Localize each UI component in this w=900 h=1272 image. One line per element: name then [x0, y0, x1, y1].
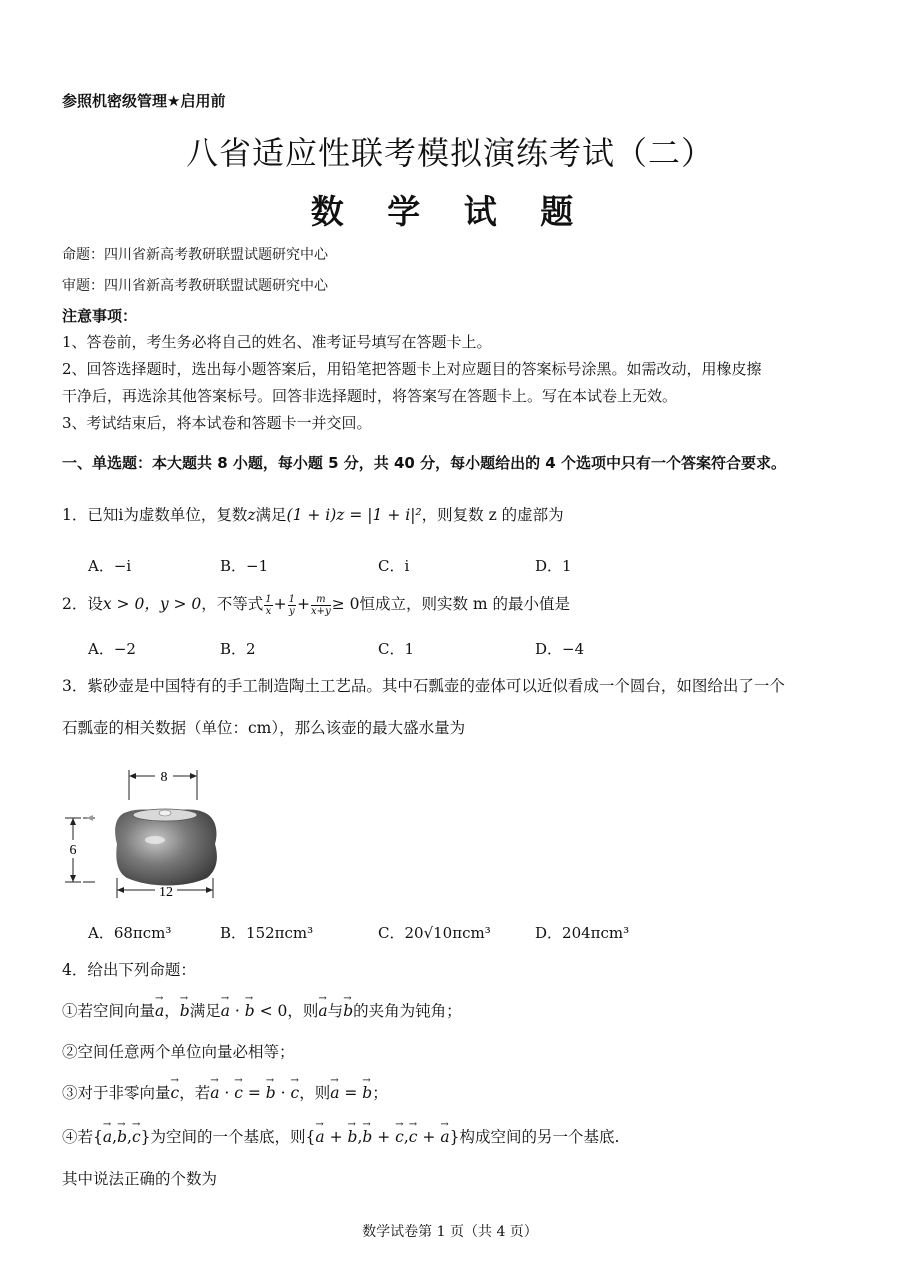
fraction: $\frac{m}{x+y}$: [311, 593, 331, 617]
teapot-figure: [55, 760, 235, 910]
notes-heading: 注意事项：: [62, 307, 138, 325]
q2-option-d: D．−4: [535, 640, 585, 658]
top-diameter-label: 8: [160, 770, 168, 785]
question-4-closing: 其中说法正确的个数为: [62, 1170, 218, 1188]
subject-title: 数 学 试 题: [310, 192, 590, 231]
q2-option-b: B．2: [220, 640, 256, 658]
q1-option-c: C．i: [378, 557, 410, 575]
q1-equation: (1 + i)z = |1 + i|²: [286, 506, 422, 524]
note-item: 2、回答选择题时，选出每小题答案后，用铅笔把答题卡上对应题目的答案标号涂黑。如需改动，用橡皮擦: [62, 360, 762, 378]
confidentiality-label: 参照机密级管理★启用前: [62, 92, 226, 110]
page-footer: 数学试卷第 1 页（共 4 页）: [362, 1224, 538, 1240]
question-3-line-2: 石瓢壶的相关数据（单位：cm），那么该壶的最大盛水量为: [62, 719, 466, 737]
question-3-line-1: 3．紫砂壶是中国特有的手工制造陶土工艺品。其中石瓢壶的壶体可以近似看成一个圆台，如图给出了一个: [62, 677, 785, 695]
q3-option-d: D．204πcm³: [535, 924, 630, 942]
height-label: 6: [69, 843, 77, 858]
exam-title: 八省适应性联考模拟演练考试（二）: [185, 134, 714, 172]
proposition-2: ②空间任意两个单位向量必相等；: [62, 1043, 295, 1061]
proposition-1: ①若空间向量→ a，→ b满足→ a · → b < 0，则→ a与→ b的夹角为钝角；: [62, 999, 462, 1021]
q1-option-a: A．−i: [88, 557, 132, 575]
question-4-intro: 4．给出下列命题：: [62, 961, 196, 979]
q2-option-a: A．−2: [88, 640, 136, 658]
q1-option-d: D．1: [535, 557, 572, 575]
setter-line: 命题：四川省新高考教研联盟试题研究中心: [62, 247, 328, 263]
fraction: $\frac{1}{y}$: [288, 593, 296, 617]
note-item: 3、考试结束后，将本试卷和答题卡一并交回。: [62, 414, 372, 432]
bottom-diameter-label: 12: [159, 885, 173, 900]
fraction: $\frac{1}{x}$: [265, 593, 272, 617]
reviewer-line: 审题：四川省新高考教研联盟试题研究中心: [62, 278, 328, 294]
proposition-4: ④若{→ a,→ b,→ c}为空间的一个基底，则{→ a + → b,→ b + → c,→ c + → a}构成空间的另一个基底.: [62, 1125, 619, 1147]
q3-option-c: C．20√10πcm³: [378, 924, 491, 942]
question-1: 1．已知i为虚数单位，复数z满足(1 + i)z = |1 + i|²，则复数 z 的虚部为: [62, 506, 564, 524]
proposition-3: ③对于非零向量→ c，若→ a · → c = → b · → c，则→ a = → b；: [62, 1081, 388, 1103]
q2-option-c: C．1: [378, 640, 415, 658]
q3-option-a: A．68πcm³: [88, 924, 172, 942]
note-item: 干净后，再选涂其他答案标号。回答非选择题时，将答案写在答题卡上。写在本试卷上无效。: [62, 387, 678, 405]
note-item: 1、答卷前，考生务必将自己的姓名、准考证号填写在答题卡上。: [62, 333, 492, 351]
q1-option-b: B．−1: [220, 557, 269, 575]
q3-option-b: B．152πcm³: [220, 924, 314, 942]
question-2: 2．设x > 0，y > 0，不等式 $\frac{1}{x}$ + $\frac{1}{y}$ + $\frac{m}{x+y}$ ≥ 0恒成立，则实数 m 的最小值是: [62, 593, 571, 617]
section-heading: 一、单选题：本大题共 8 小题，每小题 5 分，共 40 分，每小题给出的 4 个选项中只有一个答案符合要求。: [62, 454, 786, 472]
